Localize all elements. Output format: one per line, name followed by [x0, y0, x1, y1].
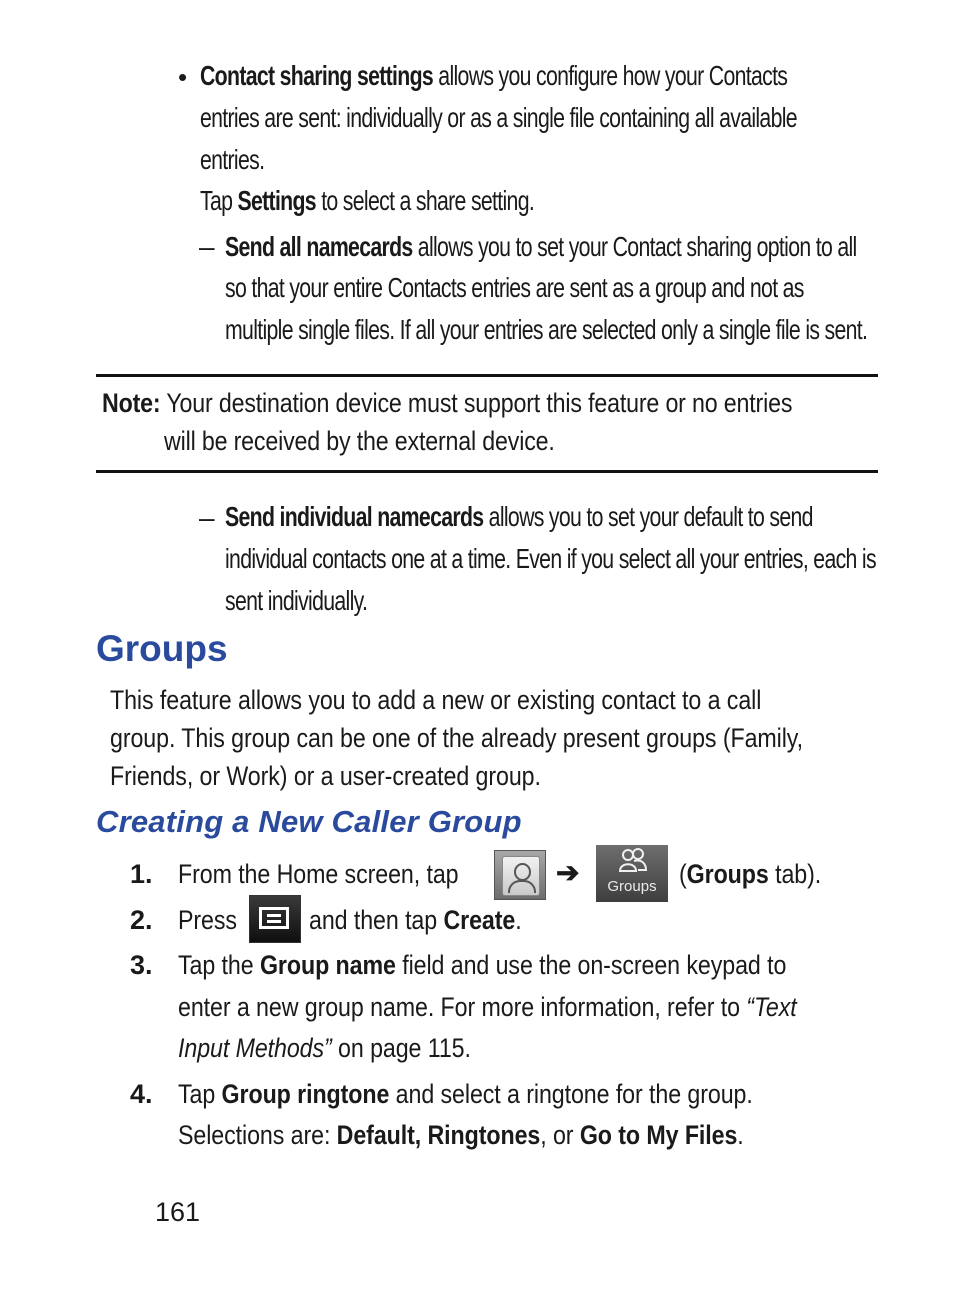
menu-key-icon[interactable] [249, 895, 301, 943]
step-3-line-1-post: field and use the on-screen keypad to [395, 950, 787, 980]
step-3-line-1-pre: Tap the [178, 950, 260, 980]
bullet-dot: • [178, 62, 188, 92]
term-default-ringtones: Default, Ringtones [336, 1120, 541, 1150]
page-number: 161 [155, 1197, 201, 1227]
text-input-methods-ref-2: Input Methods” [178, 1033, 332, 1063]
groups-people-icon [618, 847, 648, 875]
creating-group-heading: Creating a New Caller Group [96, 804, 522, 839]
bullet-line-3: entries. [200, 144, 265, 175]
menu-icon-bar-1 [267, 914, 281, 917]
send-all-line-1 [225, 231, 857, 263]
step-2-number: 2. [130, 905, 153, 935]
step-4-line-1-post: and select a ringtone for the group. [389, 1079, 753, 1109]
arrow-right-icon: ➔ [556, 857, 580, 888]
step-4-period: . [737, 1120, 744, 1150]
term-create: Create [443, 905, 516, 935]
term-groups: Groups [686, 859, 769, 889]
contacts-icon-card [502, 856, 540, 896]
send-all-line-3: multiple single files. If all your entries are selected only a single file is sent. [225, 314, 868, 345]
step-3-line-2-pre: enter a new group name. For more information, refer to [178, 992, 747, 1022]
step-1-paren: ( [679, 859, 687, 889]
contacts-icon-head [514, 863, 531, 881]
step-1-tab-post: tab). [768, 859, 822, 889]
groups-para-line-2: group. This group can be one of the already present groups (Family, [110, 723, 803, 753]
groups-para-line-3: Friends, or Work) or a user-created group. [110, 761, 541, 791]
step-2-period: . [515, 905, 522, 935]
term-go-to-my-files: Go to My Files [579, 1120, 738, 1150]
step-4-line-1-pre: Tap [178, 1079, 222, 1109]
tap-settings-pre: Tap [200, 185, 238, 216]
step-4-line-2-pre: Selections are: [178, 1120, 337, 1150]
send-individual-line-2: individual contacts one at a time. Even if you select all your entries, each is [225, 543, 876, 574]
bullet-line-1-text: allows you configure how your Contacts [433, 60, 788, 91]
dash-send-individual: – [199, 502, 215, 533]
contacts-app-icon[interactable] [494, 850, 546, 900]
groups-tab-icon[interactable] [596, 845, 668, 902]
term-settings: Settings [237, 185, 316, 216]
groups-icon-label: Groups [607, 878, 657, 895]
text-input-methods-ref-1: “Text [746, 992, 797, 1022]
send-all-line-2: so that your entire Contacts entries are sent as a group and not as [225, 272, 804, 303]
step-4-line-2-mid: , or [540, 1120, 580, 1150]
note-label: Note: [102, 388, 161, 418]
step-3-line-3-post: on page 115. [331, 1033, 471, 1063]
note-bottom-rule [96, 470, 878, 473]
menu-icon-frame [259, 907, 289, 929]
send-all-line-1-text: allows you to set your Contact sharing option to all [412, 231, 857, 262]
groups-heading: Groups [96, 628, 228, 669]
step-4-line-2 [178, 1120, 744, 1151]
note-line-1-text: Your destination device must support this feature or no entries [160, 388, 793, 418]
step-3-line-1 [178, 950, 786, 981]
dash-send-all: – [199, 231, 215, 262]
bullet-line-1 [200, 60, 787, 92]
send-individual-line-1 [225, 501, 813, 533]
step-2-text-pre: Press [178, 905, 237, 935]
step-2-text-mid: and then tap [309, 905, 444, 935]
term-send-individual-namecards: Send individual namecards [225, 501, 484, 532]
note-top-rule [96, 374, 878, 377]
step-4-number: 4. [130, 1079, 153, 1109]
term-contact-sharing-settings: Contact sharing settings [200, 60, 434, 91]
step-4-line-1 [178, 1079, 753, 1110]
note-line-2: will be received by the external device. [164, 426, 555, 456]
send-individual-line-3: sent individually. [225, 585, 368, 616]
tap-settings-line [200, 185, 534, 217]
step-3-line-3 [178, 1033, 471, 1064]
groups-para-line-1: This feature allows you to add a new or existing contact to a call [110, 685, 762, 715]
send-individual-line-1-text: allows you to set your default to send [483, 501, 813, 532]
term-send-all-namecards: Send all namecards [225, 231, 413, 262]
tap-settings-post: to select a share setting. [315, 185, 535, 216]
bullet-line-2: entries are sent: individually or as a single file containing all available [200, 102, 797, 133]
step-2-text-post [309, 905, 522, 936]
menu-icon-bar-2 [267, 920, 281, 923]
step-1-number: 1. [130, 859, 153, 889]
step-1-tab-text [679, 859, 821, 890]
term-group-name: Group name [259, 950, 396, 980]
step-3-line-2 [178, 992, 797, 1023]
step-3-number: 3. [130, 950, 153, 980]
note-line-1 [102, 388, 792, 419]
term-group-ringtone: Group ringtone [221, 1079, 390, 1109]
step-1-text: From the Home screen, tap [178, 859, 459, 889]
contacts-icon-body [508, 880, 536, 893]
